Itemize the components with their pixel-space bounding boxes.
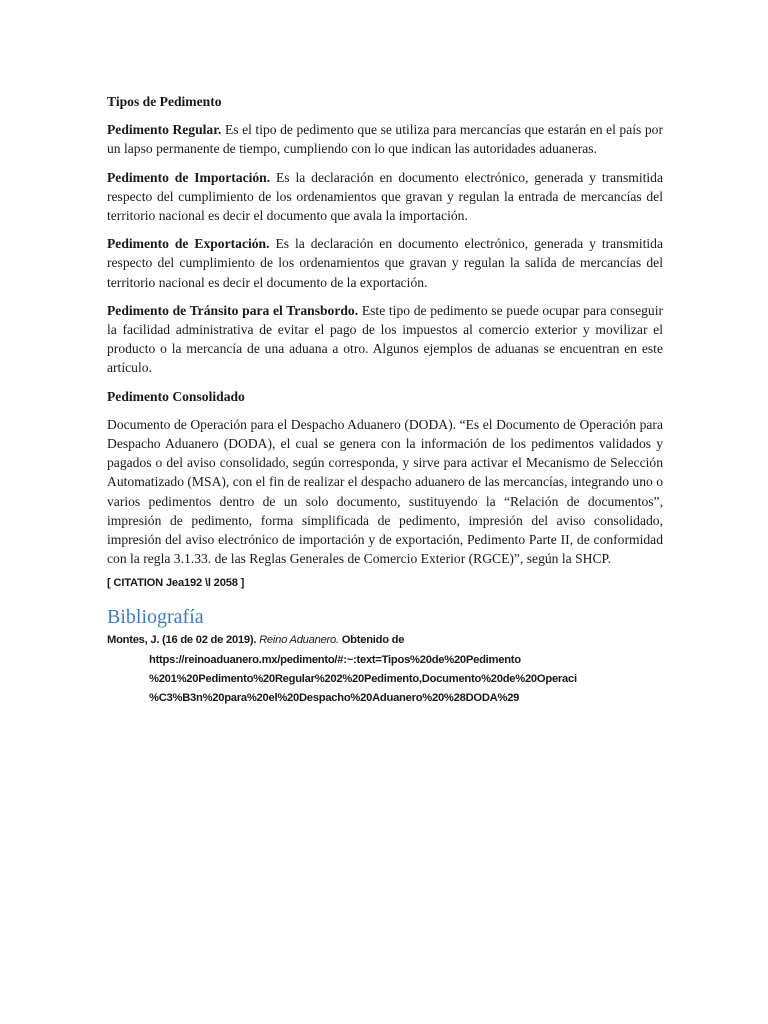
bib-retrieved: Obtenido de	[338, 634, 405, 647]
paragraph-exportacion	[107, 234, 663, 292]
bib-url-line[interactable]: %C3%B3n%20para%20el%20Despacho%20Aduanero%20%28DODA%29	[149, 692, 520, 705]
bib-url-line[interactable]: %201%20Pedimento%20Regular%202%20Pedimento,Documento%20de%20Operaci	[149, 672, 577, 685]
paragraph-lead: Pedimento de Tránsito para el Transbordo.	[107, 302, 359, 318]
paragraph-text: Es el tipo de pedimento que se utiliza para mercancías que estarán en el país por un lapso permanente de tiempo, cumpliendo con lo que indican las autoridades aduaneras.	[107, 122, 663, 157]
bibliography-heading: Bibliografía	[107, 606, 204, 629]
paragraph-transito	[107, 301, 663, 378]
bib-source: Reino Aduanero.	[259, 634, 339, 647]
consolidado-heading: Pedimento Consolidado	[107, 388, 245, 404]
paragraph-lead: Pedimento de Importación.	[107, 169, 271, 185]
consolidado-paragraph: Documento de Operación para el Despacho Aduanero (DODA). “Es el Documento de Operación para Despacho Aduanero (DODA), el cual se genera con la información de los pedimentos validados y pagados o del aviso consolidado, según corresponda, y sirve para activar el Mecanismo de Selección Automatizado (MSA), con el fin de realizar el despacho aduanero de las mercancías, integrando uno o varios pedimentos dentro de un solo documento, sustituyendo la “Relación de documentos”, impresión de pedimento, forma simplificada de pedimento, impresión del aviso consolidado, impresión del aviso electrónico de importación y de exportación, Pedimento Parte II, de conformidad con la regla 3.1.33. de las Reglas Generales de Comercio Exterior (RGCE)”, según la SHCP.	[107, 416, 663, 567]
bib-url-line[interactable]: https://reinoaduanero.mx/pedimento/#:~:text=Tipos%20de%20Pedimento	[149, 653, 521, 666]
paragraph-text: Es la declaración en documento electrónico, generada y transmitida respecto del cumplimiento de los ordenamientos que gravan y regulan la entrada de mercancías del territorio nacional es decir el documento que avala la importación.	[107, 169, 663, 224]
paragraph-regular	[107, 120, 663, 158]
paragraph-text: Es la declaración en documento electrónico, generada y transmitida respecto del cumplimiento de los ordenamientos que gravan y regulan la salida de mercancías del territorio nacional es decir el documento de la exportación.	[107, 236, 663, 290]
section-title: Tipos de Pedimento	[107, 94, 222, 109]
paragraph-importacion	[107, 168, 663, 226]
document-page	[107, 92, 663, 708]
paragraph-lead: Pedimento Regular.	[107, 122, 222, 138]
paragraph-text: Este tipo de pedimento se puede ocupar para conseguir la facilidad administrativa de evitar el pago de los impuestos al comercio exterior y movilizar el producto o la mercancía de una aduana a otro. Algunos ejemplos de aduanas se encuentran en este artículo.	[107, 302, 664, 376]
paragraph-lead: Pedimento de Exportación.	[107, 236, 270, 252]
bib-author-date: Montes, J. (16 de 02 de 2019).	[107, 634, 260, 647]
citation-field[interactable]: [ CITATION Jea192 \l 2058 ]	[107, 577, 245, 590]
bibliography-entry	[107, 631, 663, 708]
